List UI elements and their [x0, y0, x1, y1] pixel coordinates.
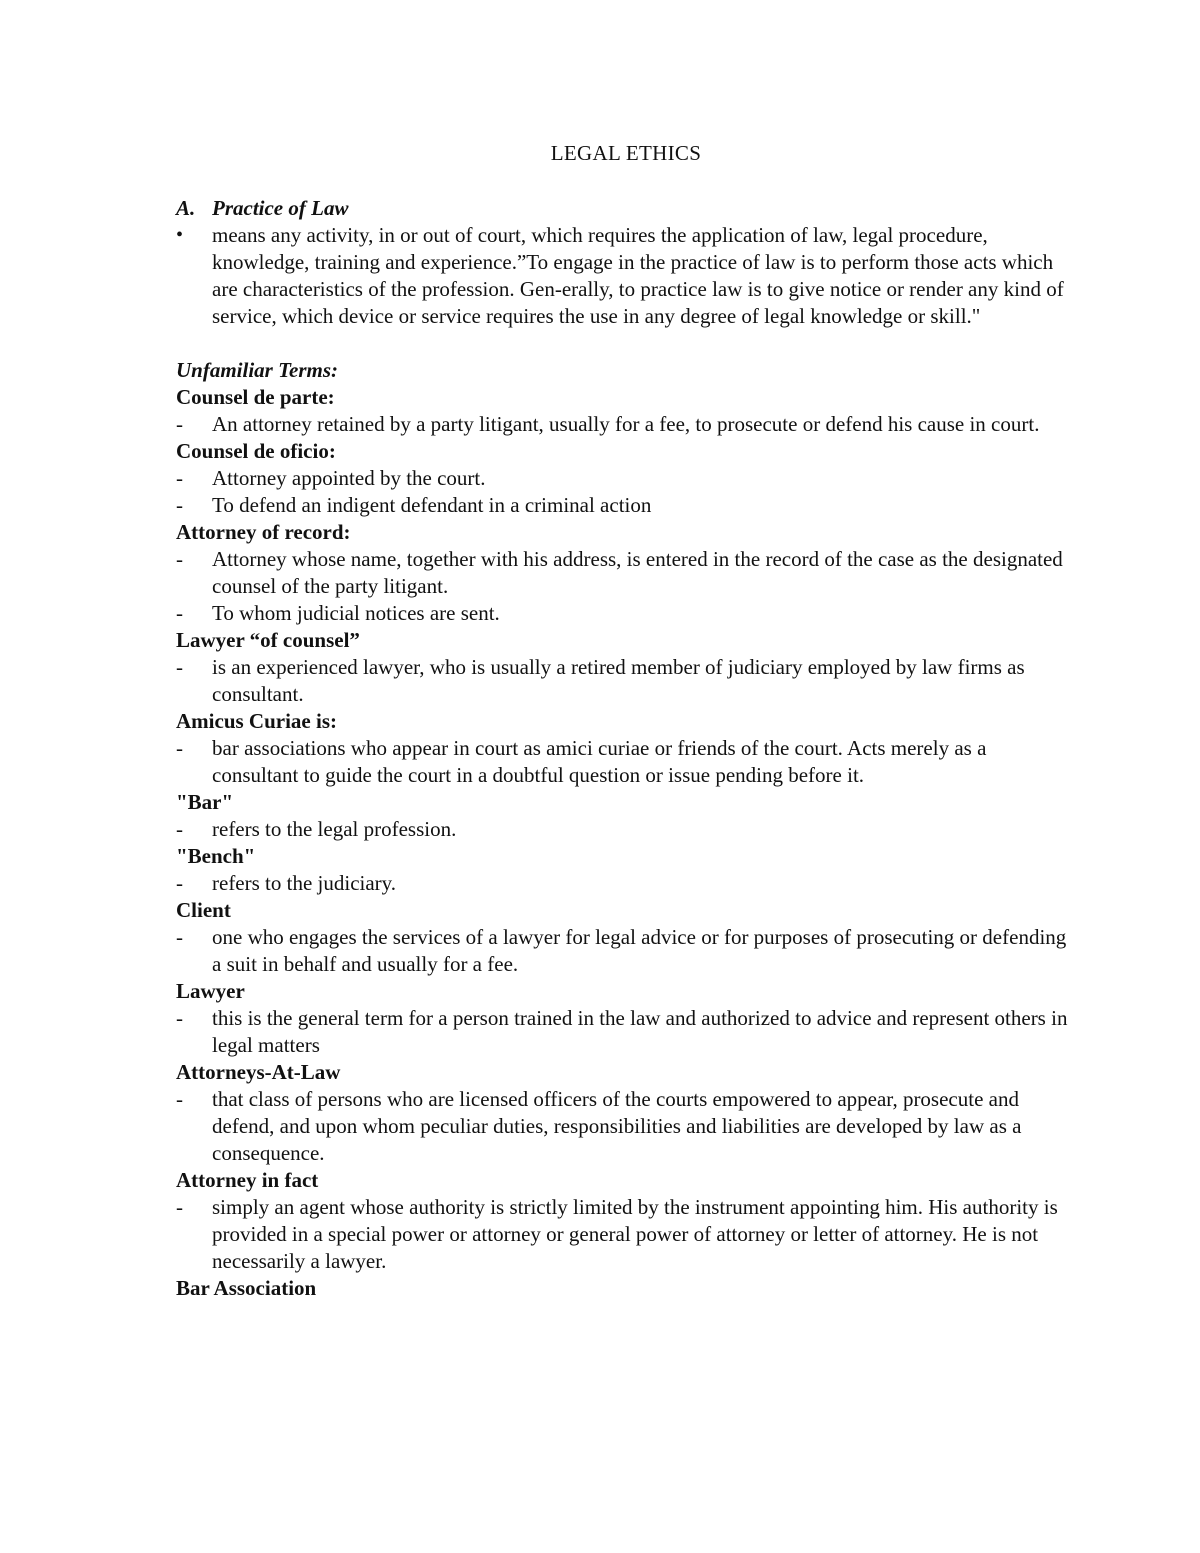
term-block — [176, 519, 1076, 627]
terms-list — [176, 384, 1076, 1302]
terms-heading: Unfamiliar Terms: — [176, 358, 338, 382]
term-title: Attorney of record: — [176, 520, 351, 544]
term-definition — [176, 816, 1076, 843]
term-definition — [176, 654, 1076, 708]
term-definition — [176, 492, 1076, 519]
dash-marker: - — [176, 655, 183, 679]
term-title: "Bench" — [176, 844, 256, 868]
term-block — [176, 384, 1076, 438]
term-block — [176, 438, 1076, 519]
term-title: Attorney in fact — [176, 1168, 319, 1192]
section-definition — [176, 222, 1076, 330]
term-title: Amicus Curiae is: — [176, 709, 337, 733]
term-definition — [176, 600, 1076, 627]
term-definition-text: refers to the judiciary. — [212, 871, 397, 895]
term-title: Lawyer — [176, 979, 245, 1003]
dash-marker: - — [176, 736, 183, 760]
term-definition-text: To defend an indigent defendant in a criminal action — [212, 493, 652, 517]
term-block — [176, 978, 1076, 1059]
term-definition-text: bar associations who appear in court as amici curiae or friends of the court. Acts merely as a consultant to guide the court in a doubtful question or issue pending before it. — [212, 736, 987, 787]
term-definition-text: An attorney retained by a party litigant, usually for a fee, to prosecute or defend his cause in court. — [212, 412, 1040, 436]
term-block — [176, 708, 1076, 789]
term-title: "Bar" — [176, 790, 234, 814]
dash-marker: - — [176, 1087, 183, 1111]
term-block — [176, 1167, 1076, 1275]
document-title: LEGAL ETHICS — [550, 141, 702, 165]
term-definition-text: one who engages the services of a lawyer for legal advice or for purposes of prosecuting or defending a suit in behalf and usually for a fee. — [212, 925, 1067, 976]
term-definition — [176, 924, 1076, 978]
dash-marker: - — [176, 412, 183, 436]
section-letter: A. — [176, 196, 196, 220]
term-title: Bar Association — [176, 1276, 317, 1300]
term-definition-text: is an experienced lawyer, who is usually a retired member of judiciary employed by law firms as consultant. — [212, 655, 1025, 706]
term-definition-text: this is the general term for a person trained in the law and authorized to advice and represent others in legal matters — [212, 1006, 1068, 1057]
document-page — [176, 140, 1076, 1302]
dash-marker: - — [176, 601, 183, 625]
term-definition — [176, 1194, 1076, 1275]
dash-marker: - — [176, 1195, 183, 1219]
definition-text: means any activity, in or out of court, which requires the application of law, legal procedure, knowledge, training and experience.”To engage in the practice of law is to perform those acts which are characteristics of the profession. Gen-erally, to practice law is to give notice or render any kind of service, which device or service requires the use in any degree of legal knowledge or skill." — [212, 223, 1064, 328]
term-block — [176, 789, 1076, 843]
term-block — [176, 1059, 1076, 1167]
bullet-icon: • — [176, 224, 184, 246]
term-block — [176, 897, 1076, 978]
term-definition-text: To whom judicial notices are sent. — [212, 601, 500, 625]
section-heading-text: Practice of Law — [212, 196, 349, 220]
term-definition — [176, 735, 1076, 789]
term-definition — [176, 1005, 1076, 1059]
dash-marker: - — [176, 817, 183, 841]
dash-marker: - — [176, 1006, 183, 1030]
term-definition — [176, 465, 1076, 492]
term-definition — [176, 546, 1076, 600]
term-title: Counsel de parte: — [176, 385, 335, 409]
term-definition — [176, 870, 1076, 897]
term-definition-text: Attorney appointed by the court. — [212, 466, 486, 490]
dash-marker: - — [176, 547, 183, 571]
term-definition — [176, 411, 1076, 438]
term-definition-text: that class of persons who are licensed officers of the courts empowered to appear, prosecute and defend, and upon whom peculiar duties, responsibilities and liabilities are developed by law as a consequence. — [212, 1087, 1022, 1165]
term-block — [176, 843, 1076, 897]
term-title: Attorneys-At-Law — [176, 1060, 341, 1084]
term-title: Counsel de oficio: — [176, 439, 336, 463]
term-definition — [176, 1086, 1076, 1167]
dash-marker: - — [176, 871, 183, 895]
term-title: Client — [176, 898, 231, 922]
term-definition-text: Attorney whose name, together with his address, is entered in the record of the case as the designated counsel of the party litigant. — [212, 547, 1063, 598]
term-definition-text: refers to the legal profession. — [212, 817, 457, 841]
section-heading — [176, 195, 1076, 222]
dash-marker: - — [176, 925, 183, 949]
dash-marker: - — [176, 493, 183, 517]
term-title: Lawyer “of counsel” — [176, 628, 360, 652]
term-block — [176, 627, 1076, 708]
dash-marker: - — [176, 466, 183, 490]
term-block — [176, 1275, 1076, 1302]
term-definition-text: simply an agent whose authority is strictly limited by the instrument appointing him. His authority is provided in a special power or attorney or general power of attorney or letter of attorney. He is not necessarily a lawyer. — [212, 1195, 1058, 1273]
